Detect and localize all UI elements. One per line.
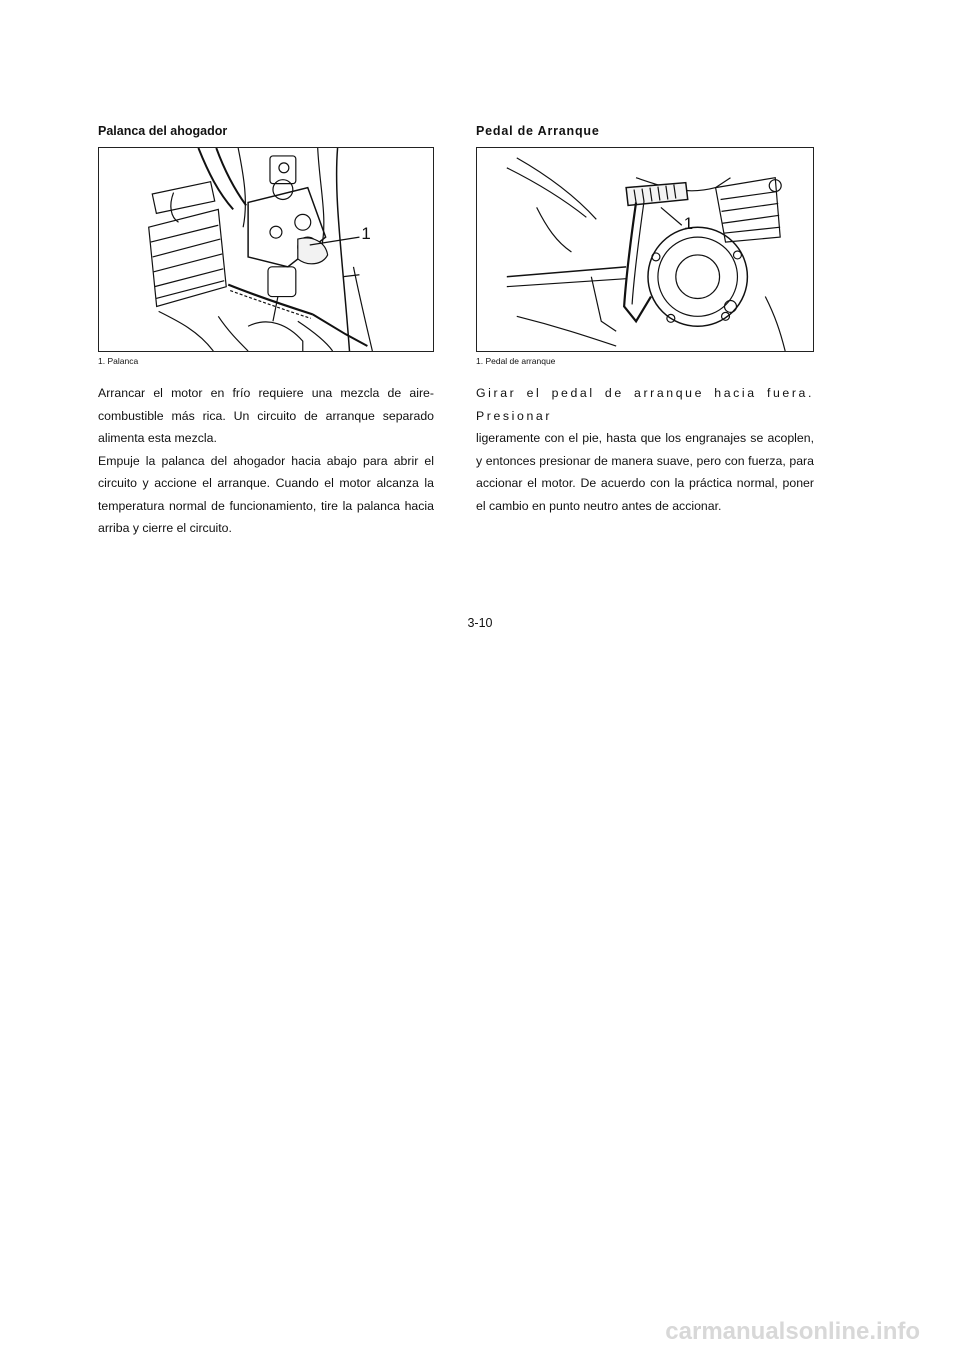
choke-lever-text (98, 382, 434, 540)
kick-starter-line: ligeramente con el pie, hasta que los engranajes se acoplen, y entonces presionar de manera suave, pero con fuerza, para accionar el motor. De acuerdo con la práctica normal, poner el cambio en punto neutro antes de accionar. (476, 431, 814, 513)
choke-lever-caption: 1. Palanca (98, 356, 139, 366)
choke-lever-heading: Palanca del ahogador (98, 124, 228, 138)
choke-lever-callout: 1 (361, 224, 371, 244)
kick-starter-text (476, 382, 814, 517)
right-column (476, 124, 814, 517)
kick-starter-illustration (477, 148, 813, 351)
left-column (98, 124, 434, 540)
kick-starter-figure (476, 147, 814, 352)
choke-lever-paragraph: Arrancar el motor en frío requiere una mezcla de aire-combustible más rica. Un circuito de arranque separado alimenta esta mezcla. (98, 386, 434, 445)
kick-starter-heading: Pedal de Arranque (476, 124, 600, 138)
choke-lever-paragraph: Empuje la palanca del ahogador hacia abajo para abrir el circuito y accione el arranque. Cuando el motor alcanza la temperatura normal de funcionamiento, tire la palanca hacia arriba y cierre el circuito. (98, 453, 434, 535)
choke-lever-illustration (99, 148, 433, 351)
choke-lever-figure (98, 147, 434, 352)
kick-starter-line: Girar el pedal de arranque hacia fuera. Presionar (476, 386, 814, 423)
kick-starter-caption: 1. Pedal de arranque (476, 356, 556, 366)
kick-starter-callout: 1 (683, 214, 694, 234)
watermark: carmanualsonline.info (665, 1318, 920, 1345)
page-number: 3-10 (467, 616, 493, 630)
